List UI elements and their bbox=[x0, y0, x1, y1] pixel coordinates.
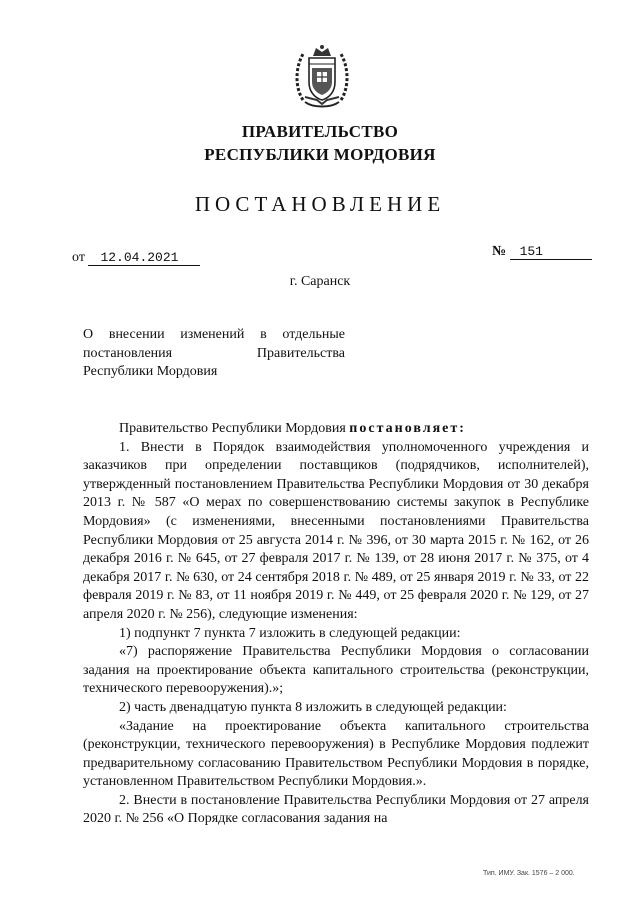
intro-resolves: постановляет: bbox=[349, 421, 466, 436]
intro-paragraph bbox=[83, 420, 589, 439]
paragraph-5: «Задание на проектирование объекта капитального строительства (реконструкции, технического перевооружения) в Республике Мордовия подлежит предварительному согласованию Правительством Республики Мордовия в порядке, установленном Правительством Республики Мордовия.». bbox=[83, 718, 589, 790]
document-subject bbox=[83, 326, 345, 382]
org-name-line2: РЕСПУБЛИКИ МОРДОВИЯ bbox=[204, 145, 436, 164]
paragraph-3: «7) распоряжение Правительства Республики Мордовия о согласовании задания на проектирование объекта капитального строительства (реконструкции, технического перевооружения).»; bbox=[83, 644, 589, 697]
intro-text: Правительство Республики Мордовия bbox=[119, 421, 346, 436]
paragraph-2: 1) подпункт 7 пункта 7 изложить в следующей редакции: bbox=[119, 625, 461, 641]
date-row bbox=[72, 250, 200, 266]
number-row bbox=[492, 244, 592, 260]
date-value: 12.04.2021 bbox=[88, 251, 200, 266]
number-prefix: № bbox=[492, 244, 507, 259]
subject-line3: Республики Мордовия bbox=[83, 364, 218, 379]
subject-line2-b: Правительства bbox=[256, 345, 345, 361]
subject-line2 bbox=[83, 345, 345, 364]
city-name: г. Саранск bbox=[289, 274, 351, 289]
paragraph-1: 1. Внести в Порядок взаимодействия уполномоченного учреждения и заказчиков при определении поставщиков (подрядчиков, исполнителей), утвержденный постановлением Правительства Республики Мордовия от 30 декабря 2013 г. № 587 «О мерах по совершенствованию системы закупок в Республике Мордовия» (с изменениями, внесенными постановлениями Правительства Республики Мордовия от 25 августа 2014 г. № 396, от 30 марта 2015 г. № 162, от 26 декабря 2016 г. № 645, от 27 февраля 2017 г. № 139, от 28 июня 2017 г. № 375, от 4 декабря 2017 г. № 630, от 24 сентября 2018 г. № 489, от 25 января 2019 г. № 33, от 22 февраля 2019 г. № 83, от 11 ноября 2019 г. № 449, от 25 февраля 2020 г. № 129, от 27 апреля 2020 г. № 256), следующие изменения: bbox=[83, 439, 589, 622]
print-mark: Тип. ИМУ. Зак. 1576 – 2 000. bbox=[483, 870, 575, 877]
paragraph-6: 2. Внести в постановление Правительства Республики Мордовия от 27 апреля 2020 г. № 256 «О Порядке согласования задания на bbox=[83, 792, 589, 827]
paragraph-4: 2) часть двенадцатую пункта 8 изложить в следующей редакции: bbox=[119, 699, 507, 715]
date-prefix: от bbox=[72, 250, 85, 265]
document-body bbox=[83, 420, 589, 829]
document-type-title: ПОСТАНОВЛЕНИЕ bbox=[194, 192, 446, 216]
number-value: 151 bbox=[510, 245, 592, 260]
subject-line1: О внесении изменений в отдельные bbox=[83, 327, 345, 342]
coat-of-arms-icon bbox=[293, 42, 351, 110]
org-name-line1: ПРАВИТЕЛЬСТВО bbox=[241, 122, 399, 141]
subject-line2-a: постановления bbox=[83, 345, 173, 361]
